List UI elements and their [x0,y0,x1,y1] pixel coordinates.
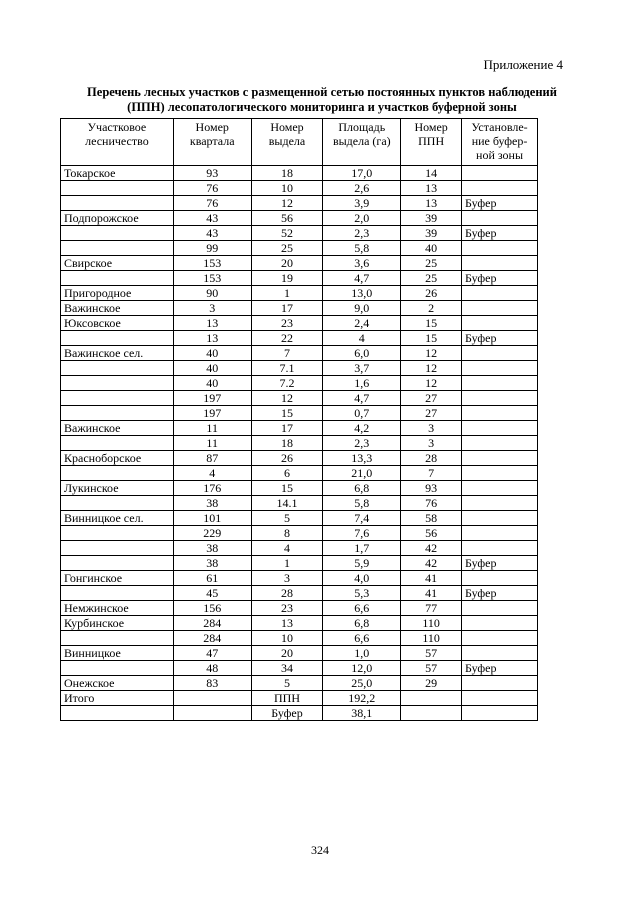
cell-area: 4,2 [323,421,401,436]
cell-area: 2,3 [323,436,401,451]
table-row [61,436,538,451]
cell-plot: 52 [251,226,323,241]
cell-area: 1,6 [323,376,401,391]
table-row [61,661,538,676]
cell-district [61,226,174,241]
cell-buffer [462,181,538,196]
cell-ppn: 15 [401,316,462,331]
cell-quarter: 176 [173,481,251,496]
table-row [61,526,538,541]
cell-ppn: 13 [401,181,462,196]
cell-area: 38,1 [323,706,401,721]
cell-ppn: 76 [401,496,462,511]
cell-ppn [401,691,462,706]
cell-area: 2,0 [323,211,401,226]
cell-plot: 14.1 [251,496,323,511]
header-plot: Номер выдела [251,119,323,166]
cell-district [61,376,174,391]
cell-ppn: 12 [401,346,462,361]
cell-buffer [462,571,538,586]
cell-district [61,466,174,481]
cell-district [61,271,174,286]
table-row [61,301,538,316]
cell-ppn: 14 [401,166,462,181]
cell-plot: 7.1 [251,361,323,376]
cell-plot: 12 [251,391,323,406]
cell-buffer [462,316,538,331]
cell-buffer [462,631,538,646]
table-row [61,376,538,391]
table-header-row [61,119,538,166]
cell-plot: 25 [251,241,323,256]
cell-buffer [462,466,538,481]
cell-plot: 18 [251,436,323,451]
cell-plot: 23 [251,601,323,616]
cell-buffer [462,646,538,661]
cell-plot: 6 [251,466,323,481]
cell-ppn: 42 [401,541,462,556]
cell-area: 6,0 [323,346,401,361]
cell-ppn: 27 [401,391,462,406]
cell-buffer [462,361,538,376]
cell-ppn: 93 [401,481,462,496]
cell-district [61,526,174,541]
table-row [61,211,538,226]
title-line-2: (ППН) лесопатологического мониторинга и участков буферной зоны [127,100,517,114]
cell-buffer [462,211,538,226]
cell-buffer [462,511,538,526]
cell-district [61,586,174,601]
cell-plot: ППН [251,691,323,706]
cell-area: 9,0 [323,301,401,316]
cell-district [61,181,174,196]
cell-district: Пригородное [61,286,174,301]
table-row [61,316,538,331]
cell-plot: 23 [251,316,323,331]
cell-quarter: 197 [173,391,251,406]
cell-buffer [462,451,538,466]
cell-plot: 17 [251,301,323,316]
cell-quarter: 99 [173,241,251,256]
cell-quarter: 48 [173,661,251,676]
cell-quarter: 11 [173,436,251,451]
cell-ppn: 56 [401,526,462,541]
cell-district [61,391,174,406]
cell-plot: 5 [251,676,323,691]
cell-area: 3,9 [323,196,401,211]
cell-plot: 22 [251,331,323,346]
cell-quarter: 11 [173,421,251,436]
cell-ppn: 15 [401,331,462,346]
cell-quarter: 45 [173,586,251,601]
cell-ppn: 110 [401,616,462,631]
cell-plot: 15 [251,406,323,421]
table-row [61,571,538,586]
cell-district: Свирское [61,256,174,271]
cell-quarter: 83 [173,676,251,691]
cell-area: 1,7 [323,541,401,556]
cell-district [61,331,174,346]
page-number: 324 [311,843,329,857]
cell-quarter: 40 [173,346,251,361]
cell-buffer: Буфер [462,226,538,241]
cell-buffer: Буфер [462,556,538,571]
cell-plot: 1 [251,286,323,301]
table-row [61,196,538,211]
cell-area: 2,3 [323,226,401,241]
cell-quarter: 13 [173,316,251,331]
cell-buffer [462,496,538,511]
cell-quarter: 284 [173,631,251,646]
cell-plot: 28 [251,586,323,601]
cell-buffer [462,166,538,181]
cell-buffer: Буфер [462,331,538,346]
cell-district: Токарское [61,166,174,181]
table-row [61,541,538,556]
cell-plot: 13 [251,616,323,631]
table-row [61,631,538,646]
cell-area: 1,0 [323,646,401,661]
cell-buffer [462,421,538,436]
cell-district: Важинское сел. [61,346,174,361]
cell-buffer [462,676,538,691]
cell-district: Винницкое [61,646,174,661]
cell-area: 4,7 [323,391,401,406]
cell-ppn: 27 [401,406,462,421]
cell-district: Важинское [61,421,174,436]
document-title [60,85,584,115]
forest-plots-table [60,118,538,721]
cell-ppn: 29 [401,676,462,691]
cell-buffer [462,391,538,406]
cell-buffer [462,691,538,706]
table-row [61,361,538,376]
cell-ppn [401,706,462,721]
cell-ppn: 3 [401,421,462,436]
cell-plot: 15 [251,481,323,496]
cell-ppn: 39 [401,211,462,226]
table-row [61,181,538,196]
cell-area: 4,7 [323,271,401,286]
cell-plot: 19 [251,271,323,286]
cell-area: 13,3 [323,451,401,466]
cell-quarter: 3 [173,301,251,316]
cell-plot: 18 [251,166,323,181]
cell-quarter: 40 [173,361,251,376]
table-row [61,166,538,181]
cell-ppn: 2 [401,301,462,316]
table-row [61,601,538,616]
cell-area: 7,6 [323,526,401,541]
table-body [61,166,538,721]
cell-quarter: 38 [173,556,251,571]
cell-buffer [462,481,538,496]
cell-quarter: 197 [173,406,251,421]
cell-district [61,196,174,211]
cell-buffer [462,601,538,616]
cell-area: 7,4 [323,511,401,526]
cell-plot: 10 [251,181,323,196]
cell-quarter: 156 [173,601,251,616]
cell-buffer [462,241,538,256]
cell-quarter: 76 [173,181,251,196]
table-row [61,241,538,256]
table-row [61,496,538,511]
cell-district [61,541,174,556]
cell-area: 5,9 [323,556,401,571]
table-row [61,451,538,466]
cell-ppn: 41 [401,571,462,586]
table-row [61,586,538,601]
cell-district [61,361,174,376]
cell-district: Юксовское [61,316,174,331]
cell-area: 4 [323,331,401,346]
table-row [61,406,538,421]
cell-plot: Буфер [251,706,323,721]
cell-district: Курбинское [61,616,174,631]
cell-quarter: 38 [173,496,251,511]
table-row [61,706,538,721]
header-quarter: Номер квартала [173,119,251,166]
cell-plot: 7 [251,346,323,361]
cell-quarter: 284 [173,616,251,631]
cell-quarter: 101 [173,511,251,526]
cell-ppn: 25 [401,256,462,271]
cell-area: 25,0 [323,676,401,691]
cell-ppn: 77 [401,601,462,616]
cell-district: Красноборское [61,451,174,466]
cell-ppn: 57 [401,646,462,661]
cell-buffer: Буфер [462,661,538,676]
cell-buffer: Буфер [462,196,538,211]
cell-buffer [462,436,538,451]
cell-district: Итого [61,691,174,706]
cell-buffer: Буфер [462,271,538,286]
cell-quarter: 153 [173,256,251,271]
cell-area: 17,0 [323,166,401,181]
cell-buffer [462,616,538,631]
cell-quarter [173,706,251,721]
cell-quarter: 229 [173,526,251,541]
cell-district [61,496,174,511]
cell-quarter: 43 [173,211,251,226]
cell-ppn: 42 [401,556,462,571]
table-row [61,466,538,481]
cell-buffer [462,706,538,721]
cell-quarter: 87 [173,451,251,466]
appendix-label: Приложение 4 [483,57,563,72]
header-buffer: Установле-ние буфер-ной зоны [462,119,538,166]
cell-area: 5,8 [323,496,401,511]
cell-ppn: 39 [401,226,462,241]
cell-quarter: 76 [173,196,251,211]
cell-quarter [173,691,251,706]
cell-ppn: 12 [401,361,462,376]
cell-ppn: 28 [401,451,462,466]
title-line-1: Перечень лесных участков с размещенной сетью постоянных пунктов наблюдений [87,85,557,99]
cell-quarter: 61 [173,571,251,586]
table-row [61,346,538,361]
cell-plot: 20 [251,256,323,271]
cell-area: 3,7 [323,361,401,376]
cell-district: Подпорожское [61,211,174,226]
cell-plot: 56 [251,211,323,226]
cell-plot: 26 [251,451,323,466]
cell-district [61,436,174,451]
cell-district [61,556,174,571]
cell-area: 6,6 [323,631,401,646]
cell-district: Лукинское [61,481,174,496]
cell-area: 12,0 [323,661,401,676]
cell-quarter: 93 [173,166,251,181]
cell-buffer [462,376,538,391]
table-row [61,391,538,406]
cell-area: 3,6 [323,256,401,271]
cell-plot: 17 [251,421,323,436]
cell-plot: 3 [251,571,323,586]
cell-quarter: 4 [173,466,251,481]
cell-ppn: 41 [401,586,462,601]
cell-district [61,661,174,676]
table-row [61,226,538,241]
cell-ppn: 26 [401,286,462,301]
cell-plot: 34 [251,661,323,676]
cell-ppn: 58 [401,511,462,526]
cell-area: 5,8 [323,241,401,256]
cell-quarter: 90 [173,286,251,301]
cell-buffer [462,256,538,271]
cell-district [61,631,174,646]
cell-area: 2,4 [323,316,401,331]
cell-buffer [462,406,538,421]
cell-ppn: 110 [401,631,462,646]
table-row [61,271,538,286]
cell-quarter: 43 [173,226,251,241]
cell-plot: 1 [251,556,323,571]
cell-buffer [462,541,538,556]
cell-quarter: 13 [173,331,251,346]
cell-plot: 12 [251,196,323,211]
table-row [61,616,538,631]
table-row [61,421,538,436]
cell-district [61,241,174,256]
header-district: Участковое лесничество [61,119,174,166]
cell-district: Важинское [61,301,174,316]
cell-area: 192,2 [323,691,401,706]
table-row [61,691,538,706]
cell-district [61,706,174,721]
cell-plot: 10 [251,631,323,646]
cell-district [61,406,174,421]
cell-ppn: 40 [401,241,462,256]
table-row [61,676,538,691]
cell-ppn: 3 [401,436,462,451]
cell-area: 6,6 [323,601,401,616]
cell-ppn: 7 [401,466,462,481]
cell-quarter: 40 [173,376,251,391]
cell-plot: 4 [251,541,323,556]
table-row [61,331,538,346]
cell-area: 5,3 [323,586,401,601]
cell-buffer [462,301,538,316]
cell-quarter: 153 [173,271,251,286]
cell-ppn: 12 [401,376,462,391]
cell-area: 0,7 [323,406,401,421]
cell-plot: 20 [251,646,323,661]
cell-area: 6,8 [323,616,401,631]
cell-area: 6,8 [323,481,401,496]
table-row [61,556,538,571]
cell-district: Немжинское [61,601,174,616]
cell-area: 2,6 [323,181,401,196]
cell-buffer [462,526,538,541]
header-ppn: Номер ППН [401,119,462,166]
cell-area: 13,0 [323,286,401,301]
table-row [61,256,538,271]
header-area: Площадь выдела (га) [323,119,401,166]
cell-plot: 5 [251,511,323,526]
cell-district: Винницкое сел. [61,511,174,526]
cell-buffer: Буфер [462,586,538,601]
cell-area: 4,0 [323,571,401,586]
cell-ppn: 57 [401,661,462,676]
cell-district: Онежское [61,676,174,691]
cell-area: 21,0 [323,466,401,481]
table-row [61,481,538,496]
table-row [61,286,538,301]
cell-plot: 7.2 [251,376,323,391]
table-row [61,646,538,661]
cell-district: Гонгинское [61,571,174,586]
cell-buffer [462,346,538,361]
cell-ppn: 13 [401,196,462,211]
cell-plot: 8 [251,526,323,541]
cell-ppn: 25 [401,271,462,286]
table-row [61,511,538,526]
cell-quarter: 47 [173,646,251,661]
cell-buffer [462,286,538,301]
cell-quarter: 38 [173,541,251,556]
